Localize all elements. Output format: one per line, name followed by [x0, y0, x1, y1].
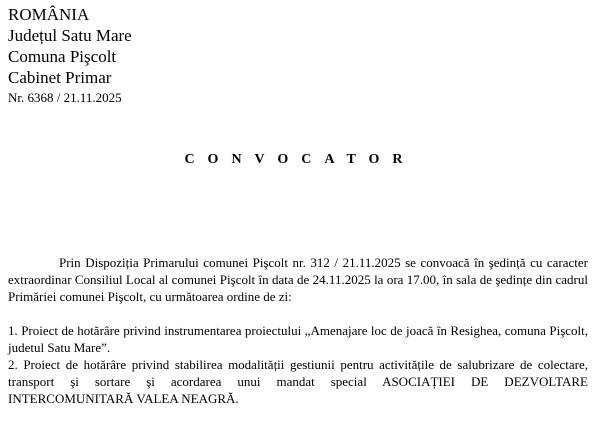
agenda-item: 2. Proiect de hotărâre privind stabilirea modalității gestiunii pentru activitățile de salubrizare de colectare, transport şi sortare şi acordarea unui mandat special ASOCIAȚIEI DE DEZVOLTARE INTERCOMUNITARĂ VALEA NEAGRĂ. — [8, 357, 588, 406]
header-country: ROMÂNIA — [8, 5, 90, 24]
header-county: Județul Satu Mare — [8, 26, 132, 45]
header-commune: Comuna Pişcolt — [8, 47, 117, 66]
intro-paragraph: Prin Dispoziția Primarului comunei Pişcolt nr. 312 / 21.11.2025 se convoacă în şedință cu caracter extraordinar Consiliul Local al comunei Pişcolt în data de 24.11.2025 la ora 17.00, în sala de şedințe din cadrul Primăriei comunei Pişcolt, cu următoarea ordine de zi: — [8, 255, 588, 304]
document-header — [8, 4, 132, 107]
registration-number: Nr. 6368 / 21.11.2025 — [8, 90, 122, 105]
agenda-item: 1. Proiect de hotărâre privind instrumentarea proiectului „Amenajare loc de joacă în Resighea, comuna Pişcolt, judetul Satu Mare”. — [8, 323, 588, 355]
header-office: Cabinet Primar — [8, 68, 112, 87]
document-title: CONVOCATOR — [184, 152, 416, 167]
